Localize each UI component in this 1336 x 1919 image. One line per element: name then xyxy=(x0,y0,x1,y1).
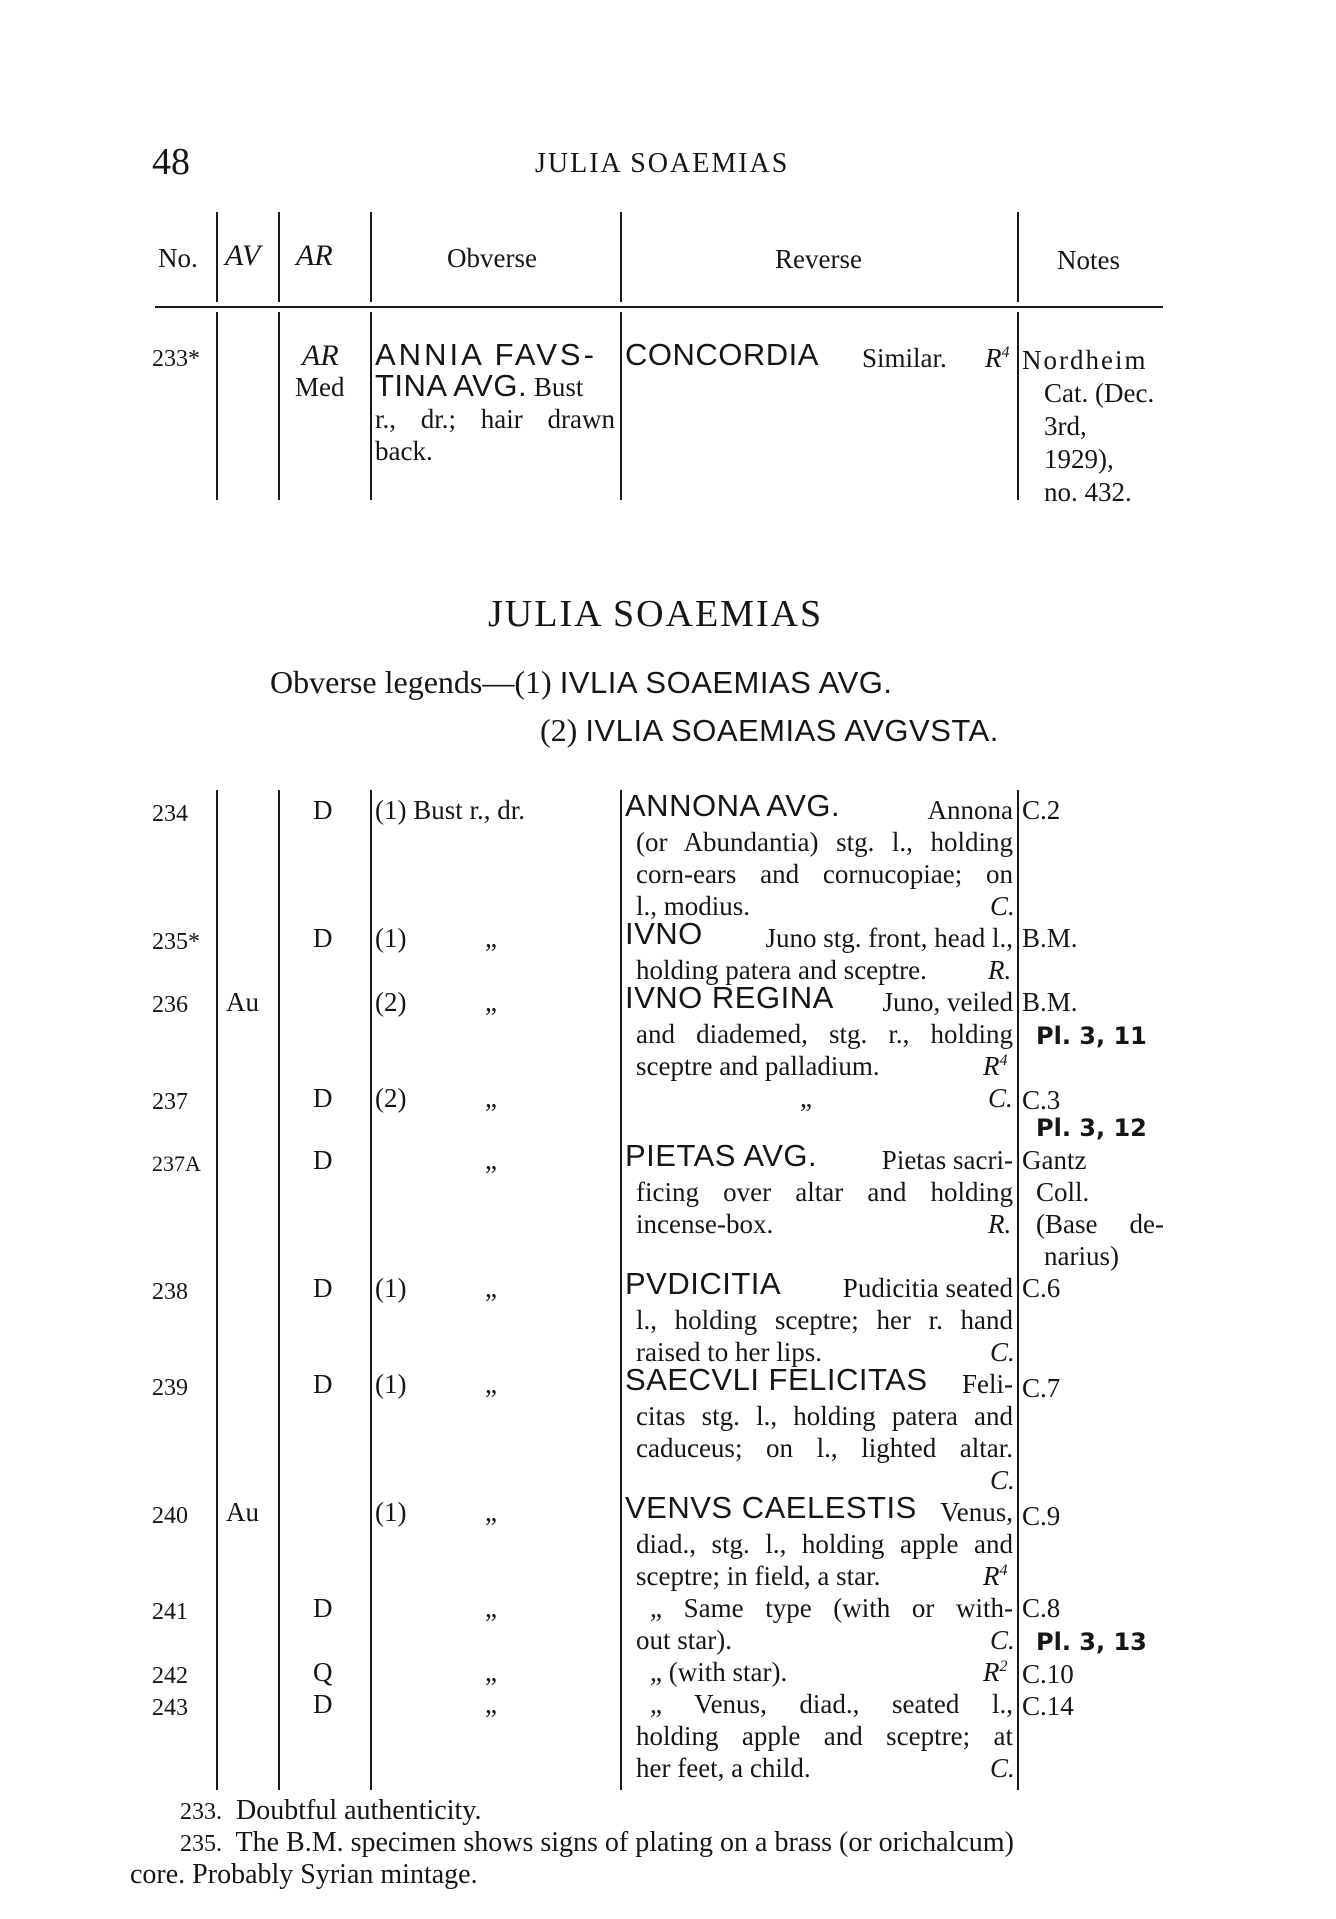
row-243-rar: C. xyxy=(990,1753,1015,1783)
row-240-rev2: diad., stg. l., holding apple and xyxy=(636,1529,1013,1559)
row-238-metal: D xyxy=(313,1273,333,1303)
page-number: 48 xyxy=(152,141,190,183)
row-235-rar: R. xyxy=(988,955,1012,985)
legend-1-num: (1) xyxy=(514,664,552,700)
entry-233-metal: AR xyxy=(302,339,339,372)
row-241-metal: D xyxy=(313,1593,333,1623)
row-237a-note3: (Base de- xyxy=(1036,1209,1164,1239)
rule-v1 xyxy=(216,212,218,302)
footnote-235-text: The B.M. specimen shows signs of plating on a brass (or orichalcum) xyxy=(235,1827,1014,1858)
row-240-ditto: „ xyxy=(485,1497,497,1527)
row-234-rar: C. xyxy=(990,891,1015,921)
row-236-ditto: „ xyxy=(485,987,497,1017)
row-238-rar: C. xyxy=(990,1337,1015,1367)
rule-v4 xyxy=(620,212,622,302)
row-239-obv: (1) xyxy=(375,1369,407,1399)
row-235-note: B.M. xyxy=(1022,923,1078,953)
row-238-obv: (1) xyxy=(375,1273,407,1303)
row-236-rev1: Juno, veiled xyxy=(882,987,1013,1017)
entry-233-note-2: Cat. (Dec. xyxy=(1044,378,1155,408)
legend-1: IVLIA SOAEMIAS AVG. xyxy=(559,665,893,700)
row-239-legend: SAECVLI FELICITAS xyxy=(625,1362,928,1397)
row-235-ditto: „ xyxy=(485,923,497,953)
row-237a-rev-line1 xyxy=(625,1140,1013,1173)
row-236-plate: Pl. 3, 11 xyxy=(1036,1022,1147,1050)
row-238-note: C.6 xyxy=(1022,1273,1061,1303)
legend-2-line xyxy=(540,712,999,749)
section-title: JULIA SOAEMIAS xyxy=(488,593,824,635)
row-239-metal: D xyxy=(313,1369,333,1399)
row-236-rar-sup: 4 xyxy=(999,1052,1008,1069)
rule-v3 xyxy=(370,212,372,302)
col-obverse: Obverse xyxy=(447,243,537,273)
row-236-note: B.M. xyxy=(1022,987,1078,1017)
row-240-obv: (1) xyxy=(375,1497,407,1527)
row-238-rev1: Pudicitia seated xyxy=(842,1273,1013,1303)
entry-233-note-3: 3rd, xyxy=(1044,411,1087,441)
row-237-note: C.3 xyxy=(1022,1085,1061,1115)
row-242-rar xyxy=(983,1656,1008,1688)
footnote-233-num: 233. xyxy=(180,1799,222,1825)
row-237a-note2: Coll. xyxy=(1036,1177,1090,1207)
row-236-rar-letter: R xyxy=(983,1051,1000,1081)
footnote-233-text: Doubtful authenticity. xyxy=(236,1795,482,1826)
row-240-rar-letter: R xyxy=(983,1561,1000,1591)
row-234-rev4: l., modius. xyxy=(636,891,751,921)
row-242-no: 242 xyxy=(152,1663,188,1689)
entry-233-denom: Med xyxy=(295,372,345,402)
rule-v5 xyxy=(1017,212,1019,302)
row-239-rev1: Feli- xyxy=(962,1369,1013,1399)
row-243-ditto: „ xyxy=(485,1689,497,1719)
rule-233-v3 xyxy=(370,312,372,500)
row-236-rev-line1 xyxy=(625,982,1013,1015)
rule-main-v3 xyxy=(370,790,372,1790)
row-239-ditto: „ xyxy=(485,1369,497,1399)
rule-233-v1 xyxy=(216,312,218,500)
row-242-rar-sup: 2 xyxy=(999,1658,1008,1675)
col-reverse: Reverse xyxy=(775,244,862,274)
row-238-ditto: „ xyxy=(485,1273,497,1303)
row-236-rar xyxy=(983,1050,1008,1082)
entry-233-rarity-sup: 4 xyxy=(1001,344,1010,361)
rule-233-v2 xyxy=(278,312,280,500)
row-240-no: 240 xyxy=(152,1503,188,1529)
legend-2: IVLIA SOAEMIAS AVGVSTA. xyxy=(585,713,999,748)
entry-233-rev-legend: CONCORDIA xyxy=(625,337,819,372)
row-237a-rev1: Pietas sacri- xyxy=(881,1145,1013,1175)
footnote-235-cont: core. Probably Syrian mintage. xyxy=(130,1859,478,1890)
row-237-obv: (2) xyxy=(375,1083,407,1113)
col-no: No. xyxy=(158,243,198,273)
row-235-metal: D xyxy=(313,923,333,953)
row-240-rar xyxy=(983,1560,1008,1592)
entry-233-note-5: no. 432. xyxy=(1044,477,1132,507)
legend-2-num: (2) xyxy=(540,712,578,748)
row-235-rev1: Juno stg. front, head l., xyxy=(765,923,1013,953)
entry-233-note-4: 1929), xyxy=(1044,444,1114,474)
row-240-legend: VENVS CAELESTIS xyxy=(625,1490,917,1525)
row-234-rev3: corn-ears and cornucopiae; on xyxy=(636,859,1013,889)
row-239-note: C.7 xyxy=(1022,1373,1061,1403)
entry-233-obv-3: back. xyxy=(375,436,433,466)
footnote-235 xyxy=(180,1827,1014,1860)
row-239-rev3: caduceus; on l., lighted altar. xyxy=(636,1433,1013,1463)
row-235-rev-line1 xyxy=(625,918,1013,951)
row-241-no: 241 xyxy=(152,1599,188,1625)
entry-233-no: 233* xyxy=(152,346,200,372)
entry-233-rev-text: Similar. xyxy=(862,343,947,373)
row-234-metal: D xyxy=(313,795,333,825)
footnote-235-num: 235. xyxy=(180,1831,222,1857)
row-241-rev1: „ Same type (with or with- xyxy=(650,1593,1013,1623)
row-234-rev2: (or Abundantia) stg. l., holding xyxy=(636,827,1013,857)
row-236-obv: (2) xyxy=(375,987,407,1017)
row-241-plate: Pl. 3, 13 xyxy=(1036,1628,1147,1656)
row-237a-note4: narius) xyxy=(1044,1241,1119,1271)
row-234-rev1: Annona xyxy=(927,795,1013,825)
row-243-rev1: „ Venus, diad., seated l., xyxy=(650,1689,1013,1719)
row-237-plate: Pl. 3, 12 xyxy=(1036,1114,1147,1142)
row-238-no: 238 xyxy=(152,1279,188,1305)
row-234-legend: ANNONA AVG. xyxy=(625,788,841,823)
row-243-metal: D xyxy=(313,1689,333,1719)
row-236-legend: IVNO REGINA xyxy=(625,980,834,1015)
row-241-note: C.8 xyxy=(1022,1593,1061,1623)
running-head: JULIA SOAEMIAS xyxy=(535,148,790,179)
row-237a-rev2: ficing over altar and holding xyxy=(636,1177,1013,1207)
row-241-ditto: „ xyxy=(485,1593,497,1623)
row-240-rar-sup: 4 xyxy=(999,1562,1008,1579)
entry-233-obv-legend: ANNIA FAVS- xyxy=(375,337,597,372)
row-242-metal: Q xyxy=(313,1657,333,1687)
row-240-note: C.9 xyxy=(1022,1501,1061,1531)
row-236-metal: Au xyxy=(226,987,259,1017)
row-234-note: C.2 xyxy=(1022,795,1061,825)
col-gold: AV xyxy=(225,239,261,272)
rule-main-v5 xyxy=(1017,790,1019,1790)
rule-v2 xyxy=(278,212,280,302)
rule-233-v5 xyxy=(1017,312,1019,500)
row-242-rev1: „ (with star). xyxy=(650,1657,788,1687)
row-240-metal: Au xyxy=(226,1497,259,1527)
row-236-rev3: sceptre and palladium. xyxy=(636,1051,880,1081)
row-237a-note1: Gantz xyxy=(1022,1145,1087,1175)
row-243-rev2: holding apple and sceptre; at xyxy=(636,1721,1013,1751)
row-237a-rar: R. xyxy=(988,1209,1012,1239)
row-237a-legend: PIETAS AVG. xyxy=(625,1138,818,1173)
row-238-rev-line1 xyxy=(625,1268,1013,1301)
row-240-rev-line1 xyxy=(625,1492,1013,1525)
row-239-rev2: citas stg. l., holding patera and xyxy=(636,1401,1013,1431)
row-235-no: 235* xyxy=(152,929,200,955)
row-235-rev2: holding patera and sceptre. xyxy=(636,955,927,985)
row-242-note: C.10 xyxy=(1022,1659,1074,1689)
row-235-obv: (1) xyxy=(375,923,407,953)
row-238-legend: PVDICITIA xyxy=(625,1266,782,1301)
rule-main-v1 xyxy=(216,790,218,1790)
row-237-rev-ditto: „ xyxy=(800,1083,812,1113)
row-237-metal: D xyxy=(313,1083,333,1113)
row-239-no: 239 xyxy=(152,1375,188,1401)
row-234-rev-line1 xyxy=(625,790,1013,823)
row-236-rev2: and diademed, stg. r., holding xyxy=(636,1019,1013,1049)
entry-233-rarity-letter: R xyxy=(985,343,1002,373)
row-237a-no: 237A xyxy=(152,1151,201,1176)
row-243-note: C.14 xyxy=(1022,1691,1074,1721)
row-243-no: 243 xyxy=(152,1695,188,1721)
rule-233-v4 xyxy=(620,312,622,500)
col-notes: Notes xyxy=(1057,245,1120,275)
row-235-legend: IVNO xyxy=(625,916,703,951)
entry-233-obv-legend2: TINA AVG. xyxy=(375,368,528,403)
entry-233-obv-1: Bust xyxy=(533,372,584,402)
row-234-no: 234 xyxy=(152,801,188,827)
row-238-rev2: l., holding sceptre; her r. hand xyxy=(636,1305,1013,1335)
rule-main-v2 xyxy=(278,790,280,1790)
footnote-233 xyxy=(180,1795,481,1828)
col-silver: AR xyxy=(296,239,333,272)
row-237-no: 237 xyxy=(152,1089,188,1115)
row-234-obv: (1) Bust r., dr. xyxy=(375,795,526,825)
rule-main-v4 xyxy=(620,790,622,1790)
row-243-rev3: her feet, a child. xyxy=(636,1753,811,1783)
row-237a-rev3: incense-box. xyxy=(636,1209,774,1239)
legends-label-text: Obverse legends— xyxy=(270,664,515,700)
row-237a-metal: D xyxy=(313,1145,333,1175)
entry-233-obv-2: r., dr.; hair drawn xyxy=(375,404,615,434)
entry-233-obv-line1 xyxy=(375,370,615,403)
row-241-rar: C. xyxy=(990,1625,1015,1655)
row-236-no: 236 xyxy=(152,992,188,1018)
row-239-rar: C. xyxy=(990,1465,1015,1495)
row-239-rev-line1 xyxy=(625,1364,1013,1397)
row-237a-ditto: „ xyxy=(485,1145,497,1175)
row-237-rar: C. xyxy=(988,1083,1013,1113)
entry-233-note-1: Nordheim xyxy=(1022,345,1148,375)
header-rule xyxy=(155,306,1163,308)
row-237-ditto: „ xyxy=(485,1083,497,1113)
row-242-ditto: „ xyxy=(485,1657,497,1687)
row-240-rev3: sceptre; in field, a star. xyxy=(636,1561,881,1591)
legends-label xyxy=(270,664,893,701)
row-238-rev3: raised to her lips. xyxy=(636,1337,822,1367)
row-240-rev1: Venus, xyxy=(940,1497,1013,1527)
row-241-rev2: out star). xyxy=(636,1625,732,1655)
entry-233-rarity xyxy=(985,342,1010,374)
row-242-rar-letter: R xyxy=(983,1657,1000,1687)
